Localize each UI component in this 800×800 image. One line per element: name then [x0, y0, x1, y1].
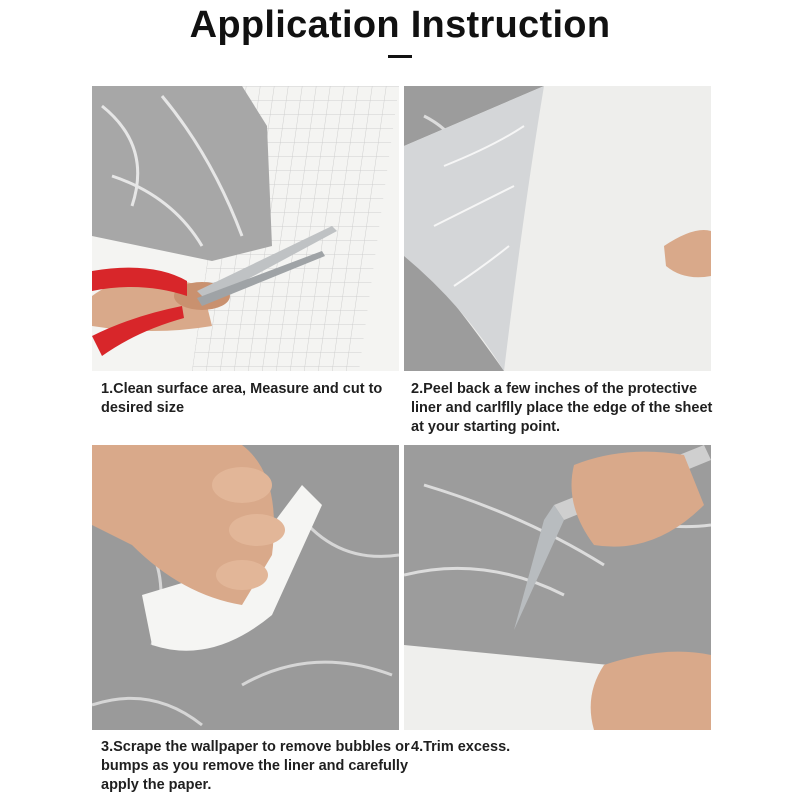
step-3-photo: [92, 445, 399, 730]
step-1-photo: [92, 86, 399, 371]
step-3-caption: 3.Scrape the wallpaper to remove bubbles or bumps as you remove the liner and carefully apply the paper.: [101, 739, 410, 793]
page-title: Application Instruction: [189, 4, 611, 46]
step-2-caption: 2.Peel back a few inches of the protective liner and carlflly place the edge of the sheet at your starting point.: [411, 381, 713, 435]
step-2-photo: [404, 86, 711, 371]
title-underline: [388, 55, 412, 58]
step-4-photo: [404, 445, 711, 730]
step-4-caption: 4.Trim excess.: [411, 739, 511, 755]
step-1-caption: 1.Clean surface area, Measure and cut to desired size: [101, 381, 383, 416]
